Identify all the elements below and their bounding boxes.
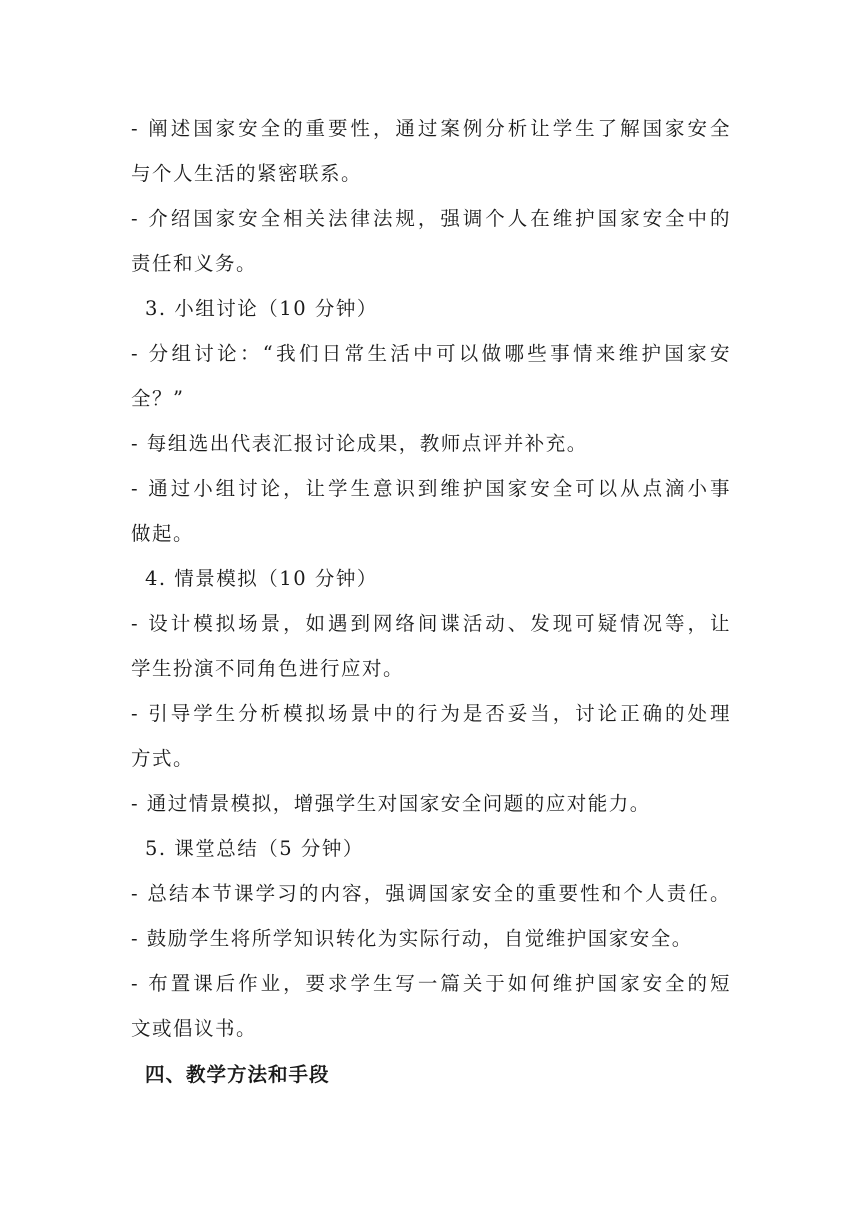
- body-line-13: 学生扮演不同角色进行应对。: [131, 657, 405, 680]
- body-line-6: - 分组讨论：“我们日常生活中可以做哪些事情来维护国家安: [131, 342, 731, 365]
- body-line-12: - 设计模拟场景，如遇到网络间谍活动、发现可疑情况等，让: [131, 612, 731, 635]
- body-line-4: 责任和义务。: [131, 252, 258, 275]
- body-line-18: - 总结本节课学习的内容，强调国家安全的重要性和个人责任。: [131, 882, 731, 905]
- body-line-14: - 引导学生分析模拟场景中的行为是否妥当，讨论正确的处理: [131, 702, 731, 725]
- body-line-9: - 通过小组讨论，让学生意识到维护国家安全可以从点滴小事: [131, 477, 731, 500]
- body-line-20: - 布置课后作业，要求学生写一篇关于如何维护国家安全的短: [131, 972, 731, 995]
- body-line-7: 全？”: [131, 387, 185, 410]
- body-line-21: 文或倡议书。: [131, 1017, 258, 1040]
- body-line-16: - 通过情景模拟，增强学生对国家安全问题的应对能力。: [131, 792, 651, 815]
- body-line-2: 与个人生活的紧密联系。: [131, 162, 363, 185]
- body-line-15: 方式。: [131, 747, 195, 770]
- body-line-3: - 介绍国家安全相关法律法规，强调个人在维护国家安全中的: [131, 207, 731, 230]
- body-line-10: 做起。: [131, 522, 195, 545]
- body-line-19: - 鼓励学生将所学知识转化为实际行动，自觉维护国家安全。: [131, 927, 693, 950]
- body-line-1: - 阐述国家安全的重要性，通过案例分析让学生了解国家安全: [131, 117, 731, 140]
- section-heading: 四、教学方法和手段: [145, 1063, 330, 1086]
- body-line-8: - 每组选出代表汇报讨论成果，教师点评并补充。: [131, 432, 588, 455]
- list-item-heading-3: 3. 小组讨论（10 分钟）: [145, 297, 378, 320]
- list-item-heading-4: 4. 情景模拟（10 分钟）: [145, 567, 378, 590]
- list-item-heading-5: 5. 课堂总结（5 分钟）: [145, 837, 364, 860]
